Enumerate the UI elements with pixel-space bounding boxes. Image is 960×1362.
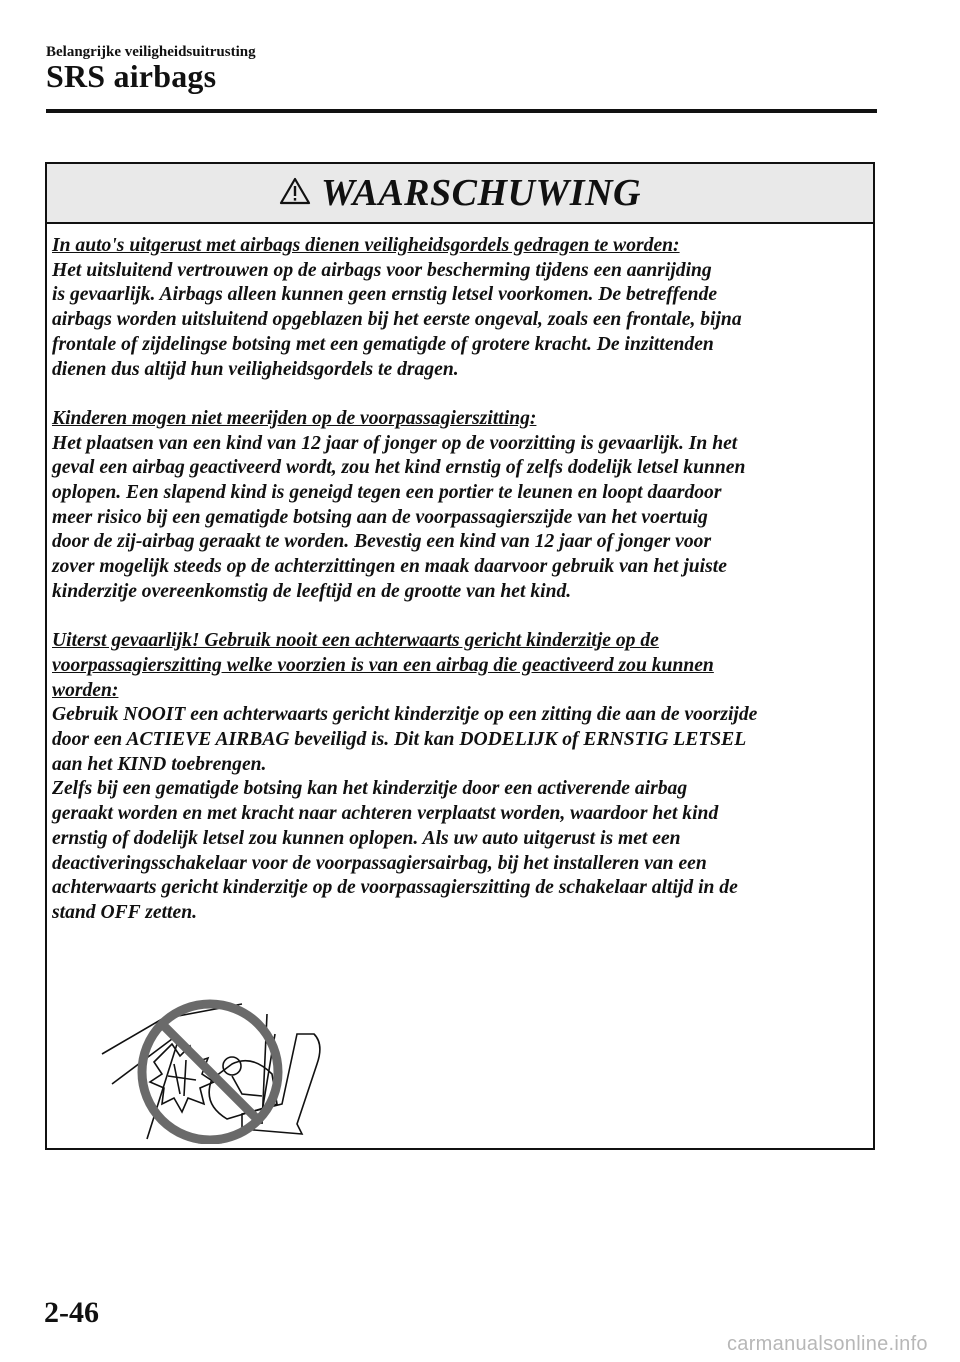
paragraph-line: zover mogelijk steeds op de achterzittingen en maak daarvoor gebruik van het juiste: [52, 556, 727, 578]
paragraph-line: dienen dus altijd hun veiligheidsgordels te dragen.: [52, 358, 459, 380]
paragraph-line: Het plaatsen van een kind van 12 jaar of jonger op de voorzitting is gevaarlijk. In het: [52, 432, 738, 454]
paragraph-heading: voorpassagierszitting welke voorzien is van een airbag die geactiveerd zou kunnen: [52, 654, 714, 676]
paragraph-line: ernstig of dodelijk letsel zou kunnen oplopen. Als uw auto uitgerust is met een: [52, 827, 681, 849]
paragraph-line: Gebruik NOOIT een achterwaarts gericht kinderzitje op een zitting die aan de voorzijde: [52, 704, 758, 726]
paragraph-line: door een ACTIEVE AIRBAG beveiligd is. Dit kan DODELIJK of ERNSTIG LETSEL: [52, 729, 747, 751]
paragraph-line: aan het KIND toebrengen.: [52, 753, 267, 775]
paragraph-heading: In auto's uitgerust met airbags dienen veiligheidsgordels gedragen te worden:: [52, 235, 680, 256]
paragraph-line: kinderzitje overeenkomstig de leeftijd en de grootte van het kind.: [52, 580, 572, 602]
paragraph-line: airbags worden uitsluitend opgeblazen bij het eerste ongeval, zoals een frontale, bijna: [52, 309, 742, 331]
page-number: 2-46: [44, 1296, 99, 1329]
paragraph-line: deactiveringsschakelaar voor de voorpassagiersairbag, bij het installeren van een: [52, 852, 707, 874]
paragraph-line: meer risico bij een gematigde botsing aan de voorpassagierszijde van het voertuig: [52, 506, 708, 528]
section-label: Belangrijke veiligheidsuitrusting: [46, 44, 256, 60]
paragraph-line: oplopen. Een slapend kind is geneigd tegen een portier te leunen en loopt daardoor: [52, 482, 722, 504]
paragraph-heading: Uiterst gevaarlijk! Gebruik nooit een achterwaarts gericht kinderzitje op de: [52, 630, 659, 652]
paragraph-line: geraakt worden en met kracht naar achteren verplaatst worden, waardoor het kind: [52, 803, 719, 825]
warning-paragraph-seatbelts: [52, 234, 861, 382]
title-divider: [46, 109, 877, 113]
rear-facing-child-seat-prohibited-illustration: [92, 984, 342, 1144]
paragraph-line: is gevaarlijk. Airbags alleen kunnen geen ernstig letsel voorkomen. De betreffende: [52, 284, 718, 306]
paragraph-heading: worden:: [52, 679, 119, 701]
watermark: carmanualsonline.info: [727, 1333, 928, 1355]
warning-header: [47, 164, 873, 224]
paragraph-line: Het uitsluitend vertrouwen op de airbags voor bescherming tijdens een aanrijding: [52, 259, 712, 281]
paragraph-line: geval een airbag geactiveerd wordt, zou het kind ernstig of zelfs dodelijk letsel kunnen: [52, 457, 746, 479]
paragraph-line: achterwaarts gericht kinderzitje op de voorpassagierszitting de schakelaar altijd in de: [52, 877, 738, 899]
page-title: SRS airbags: [46, 58, 217, 94]
paragraph-line: frontale of zijdelingse botsing met een gematigde of grotere kracht. De inzittenden: [52, 333, 714, 355]
paragraph-line: door de zij-airbag geraakt te worden. Bevestig een kind van 12 jaar of jonger voor: [52, 531, 712, 553]
paragraph-line: Zelfs bij een gematigde botsing kan het kinderzitje door een activerende airbag: [52, 778, 688, 800]
warning-triangle-icon: [279, 177, 311, 210]
paragraph-line: stand OFF zetten.: [52, 901, 197, 923]
warning-box: [45, 162, 875, 1150]
warning-body: [47, 224, 873, 926]
paragraph-heading: Kinderen mogen niet meerijden op de voorpassagierszitting:: [52, 407, 537, 429]
warning-paragraph-children: [52, 407, 861, 605]
warning-title: WAARSCHUWING: [321, 172, 641, 214]
warning-paragraph-rear-facing-seat: [52, 629, 861, 925]
